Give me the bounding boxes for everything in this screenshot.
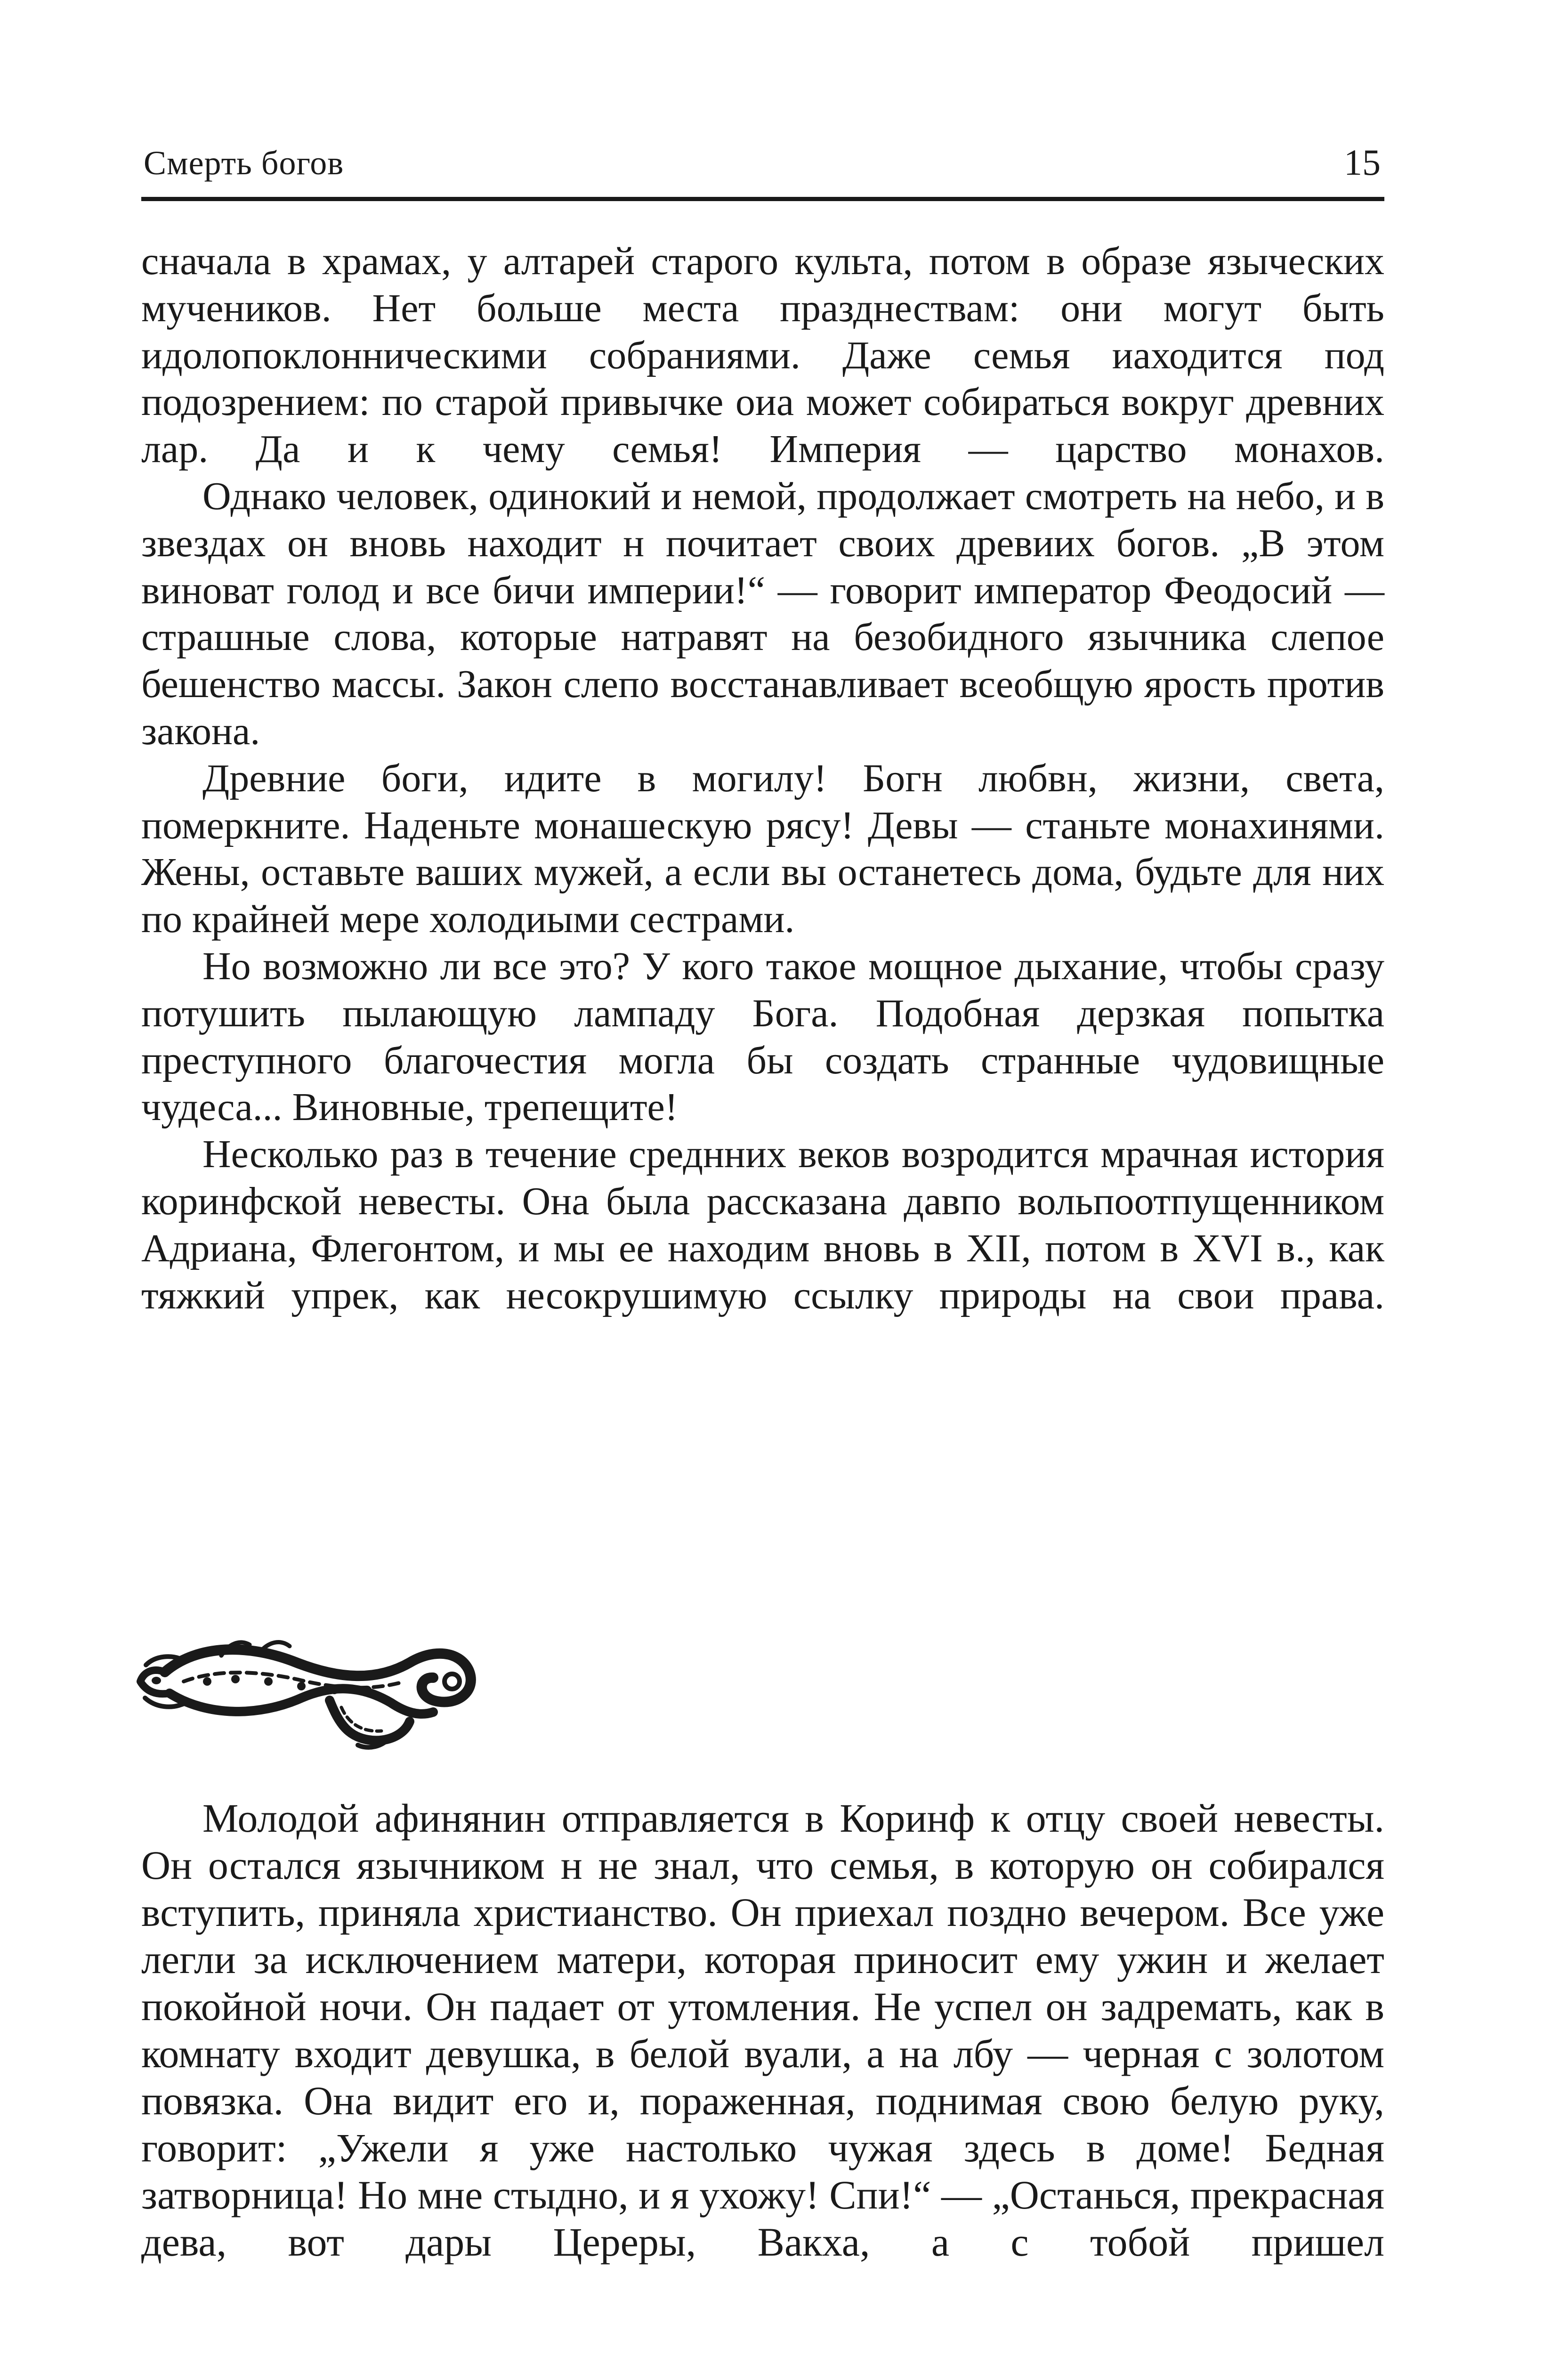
running-title: Смерть богов bbox=[144, 144, 344, 182]
paragraph-1: сначала в храмах, у алтарей старого культа, потом в образе языческих мучеников. Нет больше места празднествам: они могут быть идолопоклонническими собраниями. Даже семья иаходится под подозрением: по старой привычке оиа может собираться вокруг древних лар. Да и к чему семья! Империя — царство монахов. bbox=[141, 239, 1384, 471]
page-number: 15 bbox=[1344, 142, 1381, 183]
sea-serpent-ornament-icon bbox=[127, 1611, 485, 1752]
story-section bbox=[141, 1795, 1384, 2266]
main-text bbox=[141, 238, 1384, 1319]
paragraph-2: Однако человек, одинокий и немой, продолжает смотреть на небо, и в звездах он вновь находит н почитает своих древиих богов. „В этом виноват голод и все бичи империи!“ — говорит император Феодосий — страшные слова, которые натравят на безобидного язычника слепое бешенство массы. Закон слепо восстанавливает всеобщую ярость против закона. bbox=[141, 474, 1384, 753]
paragraph-3: Древние боги, идите в могилу! Богн любвн, жизни, света, померкните. Наденьте монашескую рясу! Девы — станьте монахинями. Жены, оставьте ваших мужей, а если вы останетесь дома, будьте для них по крайней мере холодиыми сестрами. bbox=[141, 756, 1384, 942]
paragraph-4: Но возможно ли все это? У кого такое мощное дыхание, чтобы сразу потушить пылающую лампаду Бога. Подобная дерзкая попытка преступного благочестия могла бы создать странные чудовищные чудеса... Виновные, трепещите! bbox=[141, 944, 1384, 1129]
page-header bbox=[141, 134, 1384, 205]
header-rule bbox=[141, 197, 1384, 201]
paragraph-5: Несколько раз в течение среднних веков возродится мрачная история коринфской невесты. Она была рассказана давпо вольпоотпущенником Адриана, Флегонтом, и мы ее находим вновь в XII, потом в XVI в., как тяжкий упрек, как несокрушимую ссылку природы на свои права. bbox=[141, 1132, 1384, 1317]
story-paragraph: Молодой афинянин отправляется в Коринф к отцу своей невесты. Он остался язычником н не знал, что семья, в которую он собирался вступить, приняла христианство. Он приехал поздно вечером. Все уже легли за исключением матери, которая приносит ему ужин и желает покойной ночи. Он падает от утомления. Не успел он задремать, как в комнату входит девушка, в белой вуали, а на лбу — черная с золотом повязка. Она видит его и, пораженная, поднимая свою белую руку, говорит: „Ужели я уже настолько чужая здесь в доме! Бедная затворница! Но мне стыдно, и я ухожу! Спи!“ — „Останься, прекрасная дева, вот дары Цереры, Вакха, а с тобой пришел bbox=[141, 1795, 1384, 2265]
